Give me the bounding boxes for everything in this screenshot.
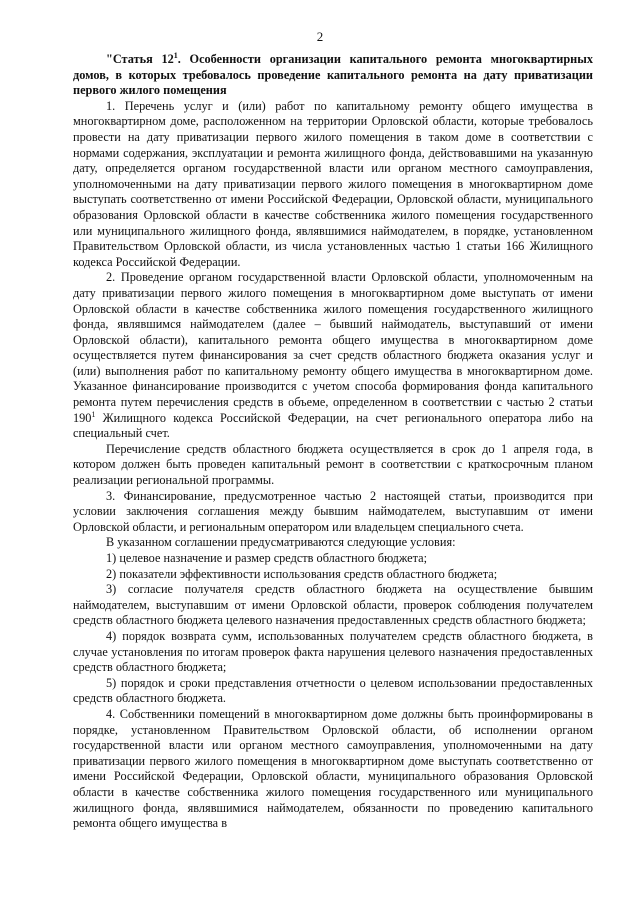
paragraph-text-continued: Жилищного кодекса Российской Федерации, на счет регионального оператора либо на специальный счет. (73, 410, 593, 441)
paragraph-text: Перечисление средств областного бюджета осуществляется в срок до 1 апреля года, в котором должен быть проведен капитальный ремонт в соответствии с краткосрочным планом реализации региональной программы. (73, 441, 593, 488)
list-item-text: 4) порядок возврата сумм, использованных получателем средств областного бюджета, в случае установления по итогам проверок факта нарушения целевого назначения предоставленных средств областного бюджета; (73, 628, 593, 675)
list-item-3 (73, 582, 593, 629)
paragraph-3 (73, 489, 593, 536)
paragraph-4 (73, 707, 593, 832)
paragraph-text: 2. Проведение органом государственной власти Орловской области, уполномоченным на дату приватизации первого жилого помещения в многоквартирном доме выступать от имени Орловской области в качестве собственника жилого помещения государственного жилищного фонда, являвшимся наймодателем (далее – бывший наймодатель, выступавший от имени Орловской области), капитального ремонта общего имущества в многоквартирном доме осуществляется путем финансирования за счет средств областного бюджета оказания услуг и (или) выполнения работ по капитальному ремонту общего имущества в многоквартирном доме. Указанное финансирование производится с учетом способа формирования фонда капитального ремонта путем перечисления средств в объеме, определенном в соответствии с частью 2 статьи 190 (73, 270, 593, 425)
list-item-5 (73, 676, 593, 707)
list-item-1 (73, 551, 593, 567)
document-body (73, 52, 593, 832)
paragraph-2 (73, 270, 593, 442)
paragraph-text: В указанном соглашении предусматриваются следующие условия: (106, 535, 456, 550)
list-item-text: 3) согласие получателя средств областного бюджета на осуществление бывшим наймодателем, выступавшим от имени Орловской области, проверок соблюдения получателем средств областного бюджета целевого назначения предоставленных средств областного бюджета; (73, 582, 593, 628)
list-item-4 (73, 629, 593, 676)
paragraph-1 (73, 99, 593, 271)
list-item-text: 1) целевое назначение и размер средств областного бюджета; (106, 551, 428, 565)
article-heading-prefix: "Статья 12 (106, 52, 174, 66)
paragraph-agreement-conditions-intro (73, 535, 593, 551)
paragraph-text: 4. Собственники помещений в многоквартирном доме должны быть проинформированы в порядке, установленном Правительством Орловской области, об исполнении органом государственной власти или органом местного самоуправления, уполномоченными на дату приватизации первого жилого помещения в многоквартирном доме выступать соответственно от имени Российской Федерации, Орловской области, муниципального образования Орловской области в качестве собственника жилого помещения государственного или муниципального жилищного фонда, являвшимися наймодателем, обязанности по проведению капитального ремонта общего имущества в (73, 706, 593, 831)
article-heading-superscript: 1 (173, 50, 178, 60)
list-item-text: 5) порядок и сроки представления отчетности о целевом использовании предоставленных средств областного бюджета. (73, 675, 593, 706)
page-number: 2 (316, 29, 324, 44)
paragraph-text: 3. Финансирование, предусмотренное частью 2 настоящей статьи, производится при условии заключения соглашения между бывшим наймодателем, выступавшим от имени Орловской области, и региональным оператором или владельцем специального счета. (73, 488, 593, 534)
list-item-2 (73, 567, 593, 583)
paragraph-transfer-deadline (73, 442, 593, 489)
article-number-superscript: 1 (91, 409, 96, 419)
paragraph-text: 1. Перечень услуг и (или) работ по капитальному ремонту общего имущества в многоквартирном доме, расположенном на территории Орловской области, которые требовалось провести на дату приватизации первого жилого помещения в таком доме в соответствии с нормами содержания, эксплуатации и ремонта жилищного фонда, действовавшими на указанную дату, определяется органом государственной власти или органом местного самоуправления, уполномоченными на дату приватизации первого жилого помещения в многоквартирном доме выступать соответственно от имени Российской Федерации, Орловской области, муниципального образования Орловской области в качестве собственника жилого помещения государственного или муниципального жилищного фонда, являвшимися наймодателем, в порядке, установленном Правительством Орловской области, из числа установленных частью 1 статьи 166 Жилищного кодекса Российской Федерации. (73, 98, 593, 269)
article-heading (73, 52, 593, 99)
article-heading-title: . Особенности организации капитального ремонта многоквартирных домов, в которых требовалось проведение капитального ремонта на дату приватизации первого жилого помещения (73, 52, 594, 98)
list-item-text: 2) показатели эффективности использования средств областного бюджета; (106, 566, 498, 581)
